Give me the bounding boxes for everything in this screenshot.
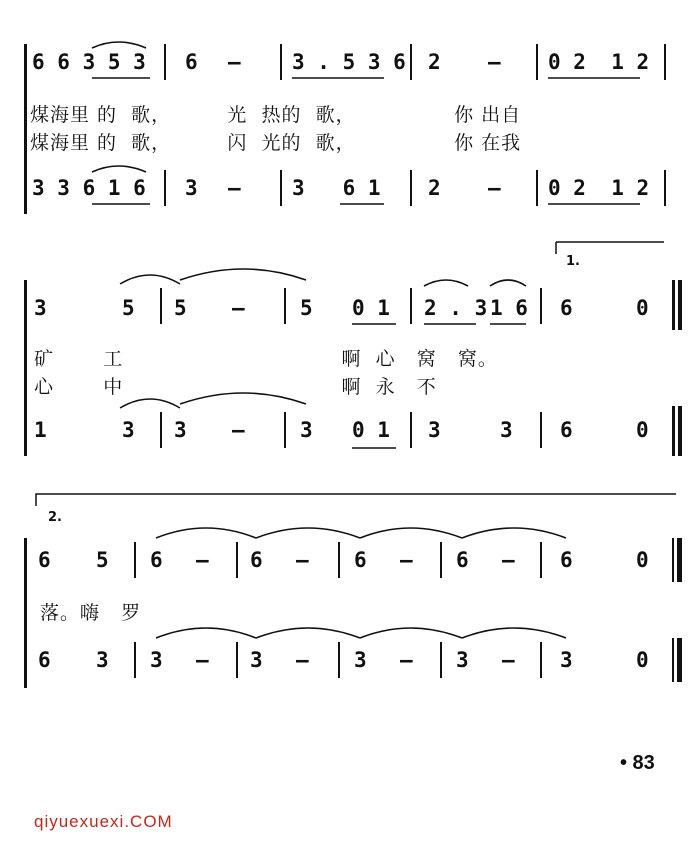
score-system-3 (0, 486, 700, 696)
note-group: 6 (250, 548, 263, 572)
slur-marks (0, 30, 700, 220)
note-group: 5 (122, 296, 135, 320)
note-group: 0 2 1 2 (548, 176, 650, 200)
note-group: 0 (636, 648, 649, 672)
note-group: 3 (34, 296, 47, 320)
note-group: 6 (185, 50, 198, 74)
note-group: — (502, 648, 515, 672)
note-group: 3 3 6 1 6 (32, 176, 146, 200)
note-group: — (502, 548, 515, 572)
note-group: — (400, 648, 413, 672)
note-group: 6 (38, 648, 51, 672)
note-group: 1 (34, 418, 47, 442)
note-group: 2 (428, 50, 441, 74)
note-group: 3 (122, 418, 135, 442)
slur-marks (0, 486, 700, 696)
note-group: 3 (500, 418, 513, 442)
note-group: 3 (96, 648, 109, 672)
note-group: 0 1 (352, 418, 390, 442)
note-group: 6 (150, 548, 163, 572)
note-group: 6 (560, 296, 573, 320)
note-group: 0 2 1 2 (548, 50, 650, 74)
note-group: 0 (636, 418, 649, 442)
volta-label-1: 1. (566, 254, 580, 269)
note-group: 6 (456, 548, 469, 572)
note-group: 0 1 (352, 296, 390, 320)
note-group: 5 (300, 296, 313, 320)
score-system-2 (0, 236, 700, 466)
note-group: 6 6 3 5 3 (32, 50, 146, 74)
slur-marks (0, 236, 700, 466)
note-group: 5 (174, 296, 187, 320)
lyric-text: 矿 工 啊 心 窝 窝。 (34, 348, 498, 370)
note-group: 3 (150, 648, 163, 672)
note-group: 6 (560, 418, 573, 442)
score-system-1 (0, 30, 700, 220)
note-group: — (232, 296, 245, 320)
note-group: 0 (636, 548, 649, 572)
note-group: — (488, 50, 501, 74)
note-group: — (400, 548, 413, 572)
note-group: 2 (428, 176, 441, 200)
note-group: 6 (560, 548, 573, 572)
note-group: 3 6 1 (292, 176, 381, 200)
lyric-text: 煤海里 的 歌， 闪 光的 歌， 你 在我 (30, 132, 522, 154)
note-group: 0 (636, 296, 649, 320)
note-group: 3 (354, 648, 367, 672)
note-group: 1 6 (490, 296, 528, 320)
note-group: — (196, 648, 209, 672)
note-group: 3 (250, 648, 263, 672)
note-group: 3 (300, 418, 313, 442)
note-group: — (296, 548, 309, 572)
watermark: qiyuexuexi.COM (34, 812, 173, 831)
note-group: 6 (38, 548, 51, 572)
lyric-text: 落。嗨 罗 (40, 602, 142, 624)
lyric-text: 心 中 啊 永 不 (34, 376, 437, 398)
note-group: 3 (428, 418, 441, 442)
note-group: 6 (354, 548, 367, 572)
note-group: — (232, 418, 245, 442)
note-group: 3 (185, 176, 198, 200)
page-number: • 83 (620, 752, 655, 774)
note-group: — (228, 176, 241, 200)
note-group: — (296, 648, 309, 672)
note-group: — (196, 548, 209, 572)
note-group: 3 (560, 648, 573, 672)
lyric-text: 煤海里 的 歌， 光 热的 歌， 你 出自 (30, 104, 522, 126)
note-group: 3 (456, 648, 469, 672)
note-group: 2 . 3 (424, 296, 488, 320)
volta-label-2: 2. (48, 510, 62, 525)
note-group: 3 (174, 418, 187, 442)
note-group: — (228, 50, 241, 74)
note-group: — (488, 176, 501, 200)
note-group: 5 (96, 548, 109, 572)
note-group: 3 . 5 3 6 (292, 50, 406, 74)
